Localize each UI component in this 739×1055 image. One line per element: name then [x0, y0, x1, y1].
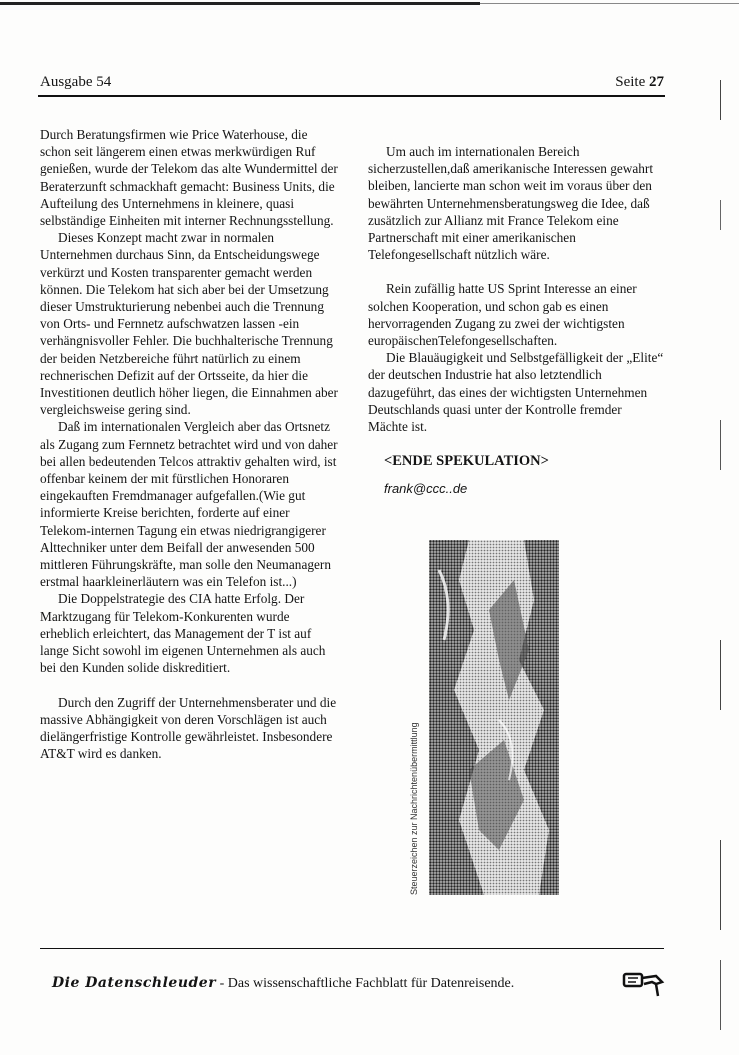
page-number-label	[615, 74, 664, 91]
issue-label: Ausgabe 54	[40, 74, 112, 90]
scan-margin-marks	[718, 80, 724, 1040]
paragraph: Die Blauäugigkeit und Selbstgefälligkeit der „Elite“ der deutschen Industrie hat also letztendlich dazugeführt, das eines der wichtigsten Unternehmen Deutschlands quasi unter der Kontrolle fremder Mächte ist.	[368, 350, 664, 435]
paragraph: Dieses Konzept macht zwar in normalen Unternehmen durchaus Sinn, da Entscheidungswege verkürzt und Kosten transparenter gemacht werden können. Die Telekom hat sich aber bei der Umsetzung dieser Umstrukturierung nebenbei auch die Trennung von Orts- und Fernnetz aufschwatzen lassen -ein verhängnisvoller Fehler. Die buchhalterische Trennung der beiden Netzbereiche führt natürlich zu einem rechnerischen Defizit auf der Ortsseite, da hier die Investitionen deutlich höher liegen, die Einnahmen aber vergleichsweise gering sind.	[40, 230, 338, 418]
page-number: 27	[649, 74, 664, 90]
halftone-mountain-photo	[429, 540, 559, 895]
right-column	[368, 143, 664, 498]
paragraph: Daß im internationalen Vergleich aber das Ortsnetz als Zugang zum Fernnetz betrachtet wird und von daher bei allen bedeutenden Telcos attraktiv gehalten wird, ist offenbar keinem der mit fürstlichen Honoraren eingekauften Fremdmanager aufgefallen.(Wie gut informierte Kreise berichten, forderte auf einer Telekom-internen Tagung ein etwas niedrigrangigerer Alttechniker unter dem Beifall der anwesenden 500 mittleren Führungskräfte, man solle den Neumanagern erstmal haarkleinerläutern was ein Telefon ist...)	[40, 419, 338, 590]
header-rule	[38, 95, 665, 97]
author-email: frank@ccc..de	[384, 481, 468, 497]
scan-edge	[0, 2, 480, 5]
left-column	[40, 126, 340, 762]
paragraph-gap	[40, 677, 340, 694]
paragraph: Die Doppelstrategie des CIA hatte Erfolg. Der Marktzugang für Telekom-Konkurenten wurde erheblich erleichtert, das Management der T ist auf lange Sicht sowohl im eigenen Unternehmen als auch bei den Kunden solide diskreditiert.	[40, 591, 326, 676]
paragraph-gap	[368, 263, 664, 280]
footer-rule	[40, 948, 664, 949]
paragraph: Rein zufällig hatte US Sprint Interesse an einer solchen Kooperation, und schon gab es einen hervorragenden Zugang zu zwei der wichtigsten europäischenTelefongesellschaften.	[368, 281, 637, 349]
photo-caption: Steuerzeichen zur Nachrichtenübermittlung	[409, 722, 419, 895]
page-footer	[52, 975, 514, 992]
datenschleuder-logo-icon	[622, 968, 668, 1000]
publication-brand: Die Datenschleuder	[52, 975, 217, 991]
paragraph: Durch Beratungsfirmen wie Price Waterhouse, die schon seit längerem einen etwas merkwürdigen Ruf genießen, wurde der Telekom das alte Wundermittel der Beraterzunft schmackhaft gemacht: Business Units, die Aufteilung des Unternehmens in kleinere, quasi selbständige Einheiten mit interner Rechnungsstellung.	[40, 127, 338, 229]
publication-tagline: - Das wissenschaftliche Fachblatt für Datenreisende.	[216, 976, 515, 991]
paragraph: Durch den Zugriff der Unternehmensberater und die massive Abhängigkeit von deren Vorschlägen ist auch dielängerfristige Kontrolle gewährleistet. Insbesondere AT&T wird es danken.	[40, 694, 337, 762]
page-header	[40, 72, 664, 94]
page-word: Seite	[615, 74, 646, 90]
paragraph: Um auch im internationalen Bereich sicherzustellen,daß amerikanische Interessen gewahrt bleiben, lancierte man schon weit im voraus über den bewährten Unternehmensberatungsweg die Idee, daß zusätzlich zur Allianz mit France Telekom eine Partnerschaft mit einer amerikanischen Telefongesellschaft nützlich wäre.	[368, 144, 654, 263]
end-speculation-marker: <ENDE SPEKULATION>	[384, 453, 549, 470]
scan-edge-thin	[480, 3, 739, 4]
